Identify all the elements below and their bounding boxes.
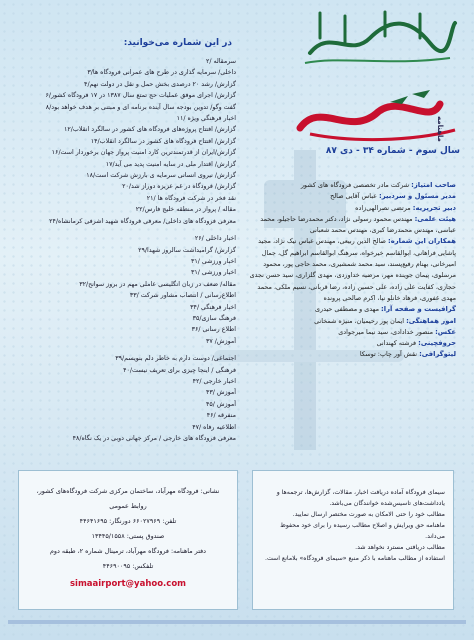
credit-value: منصور خدادادی، سید نیما میرجوادی — [338, 327, 434, 336]
toc-item: اخبار ورزشی /۳۱ — [190, 257, 236, 265]
contact-line: نشانی: فرودگاه مهرآباد، ساختمان مرکزی شرکت فرودگاه‌های کشور، — [36, 487, 220, 495]
credit-value: مهدی و مصطفی حیدری — [315, 305, 379, 314]
credit-label: حروفچینی: — [418, 339, 456, 348]
credit-value: عباس آقایی صالح — [330, 192, 377, 201]
toc-item: اجتماعی/ دوست دارم به خاطر دلم بنویسم/۳۹ — [115, 355, 236, 363]
toc-item: مقاله/ ضعف در زبان انگلیسی عاملی مهم در بروز سوانح/۳۲ — [79, 280, 236, 288]
credit-label: مدیر مسئول و سردبیر: — [379, 192, 456, 201]
toc-item: آموزش /۴۵ — [206, 400, 236, 408]
credit-value: ایمان پور رحیمیان، منیژه شمخانی — [314, 316, 405, 325]
toc-item: اخبار داخلی /۲۶ — [194, 235, 236, 243]
toc-item: گزارش/ اقتدار ملی در سایه امنیت پدید می آید/۱۷ — [105, 160, 236, 168]
toc-item: اخبار فرهنگی ویژه /۱۱ — [176, 115, 236, 123]
contact-line: روابط عمومی — [109, 502, 147, 510]
notice-line: ماهنامه حق ویرایش و اصلاح مطالب رسیده را برای خود محفوظ می‌داند. — [280, 522, 445, 540]
toc-item: اطلاع‌رسانی / انتصاب مشاور شرکت /۳۳ — [129, 292, 236, 300]
toc-item: گزارش/ایران از قدرتمندترین کارد امنیت پرواز جهان برخوردار است/۱۶ — [51, 149, 236, 157]
toc-item: گزارش/ گرامیداشت سالروز شهدا/۲۹ — [138, 246, 236, 254]
footer-rule — [8, 620, 466, 624]
notice-line: مطالب دریافتی مسترد نخواهد شد. — [355, 544, 445, 551]
notice-line: سیمای فرودگاه آماده دریافت اخبار، مقالات، گزارش‌ها، ترجمه‌ها و یادداشت‌های تاسیس‌شده خوانندگان می‌باشد. — [276, 489, 445, 507]
toc-item: فرهنگ سازی/۳۵ — [192, 314, 236, 322]
credit-value: نقش آور چاپ: توسکا — [359, 350, 418, 359]
notice-line: استفاده از مطالب ماهنامه با ذکر منبع «سیمای فرودگاه» بلامانع است. — [265, 555, 445, 562]
toc-item: مقاله / پرواز در منطقه خلیج فارس/۲۲ — [135, 206, 236, 214]
contact-line: تلفکس: ۴۴۶۹۰۰۹۵ — [102, 562, 154, 570]
toc-item: گزارش/ اجرای موفق عملیات حج تمتع سال ۱۳۸۷ در ۱۷ فرودگاه کشور/۶ — [45, 92, 236, 100]
credit-value: شرکت مادر تخصصی فرودگاه های کشور — [300, 181, 410, 189]
credit-row — [242, 304, 456, 315]
credit-value: مهندس محمود رسولی نژاد، دکتر محمدرضا حاجیلو، محمد عباسی، مهندس محمدرضا کبری، مهندس محمد شعبانی — [260, 214, 456, 235]
contact-line: دفتر ماهنامه: فرودگاه مهرآباد، ترمینال شماره ۲، طبقه دوم — [49, 547, 207, 555]
toc-item: سرمقاله /۲ — [205, 58, 236, 65]
credit-label: دبیر تحریریه: — [412, 203, 456, 212]
toc-item: گفت وگو/ تدوین بودجه سال آینده برنامه ای و مبتنی بر هدف خواهد بود/۸ — [45, 103, 236, 111]
toc-item: آموزش/ ۳۷ — [206, 337, 236, 345]
monthly-label: ماهنامه — [436, 116, 444, 142]
toc-item: گزارش/ افتتاح فرودگاه های کشور در سالگرد انقلاب/۱۴ — [90, 137, 236, 145]
credit-label: گرافیست و صفحه آرا: — [381, 305, 456, 314]
toc-list — [8, 56, 236, 444]
toc-item: اخبار فرهنگی /۳۴ — [190, 303, 236, 311]
toc-item: اطلاعیه رفاه /۴۷ — [192, 423, 236, 431]
credit-row — [242, 327, 456, 338]
toc-item: نقد فخر در شرکت فرودگاه ها /۲۱ — [146, 194, 236, 202]
toc-item: معرفی فرودگاه های داخلی/ معرفی فرودگاه شهید اشرفی کرمانشاه/۲۴ — [49, 217, 236, 225]
credit-label: همکاران این شماره: — [388, 237, 456, 246]
credits-panel — [242, 180, 456, 438]
credit-row — [242, 214, 456, 237]
toc-item: گزارش/ رشد ۲۰ درصدی بخش حمل و نقل در دولت نهم/۴ — [84, 80, 236, 88]
toc-item: منفرقه /۴۶ — [206, 412, 236, 420]
toc-item: گزارش/ نیروی انسانی سرمایه ی بارزش شرکت است/۱۸ — [86, 172, 236, 180]
credit-value: صالح الدین ربیعی، مهندس عباس نیک نژاد، مجید پاشایی فراهانی، ابوالقاسم خیرخواه، سرهنگ ابوالقاسم ابراهیم گل، جمال امیرخانی، بهنام رفیع‌پسند، سید محمد شمشیری، محمد حاجی پور، محمود مرسلوی، پیمان جوینده مهر، مرضیه خداوردی، مهدی گلزاری، سید حسن نجدی حجازی، کفایت علی زاده، علی حسین زاده، رضا قربانی، نسیم ملکی، محمد مهدی غفوری، فرهاد خانلو نیا، اکرم صالحی پرونده — [249, 237, 456, 302]
notice-line: مطالب خود را حتی الامکان به صورت مختصر ارسال نمایید. — [292, 511, 445, 518]
toc-item: داخلی/ سرمایه گذاری در طرح های عمرانی فرودگاه ها/۳ — [87, 69, 236, 77]
toc-item: گزارش/ فرودگاه در غم عزیزه دوراز شد/۲۰ — [122, 183, 236, 191]
toc-title: در این شماره می‌خوانید: — [123, 38, 232, 48]
credit-row — [242, 316, 456, 327]
credit-value: فرشته کهندانی — [376, 339, 417, 348]
contact-line: تلفن: ۶۶۰۲۷۹۶۹ دورنگار: ۴۴۶۴۱۶۹۵ — [79, 517, 177, 525]
credit-label: عکس: — [435, 327, 456, 336]
editorial-notice-box — [252, 470, 454, 610]
credit-value: مرتضی نصرالهی‌زاده — [355, 203, 411, 212]
toc-item: آموزش /۴۳ — [206, 389, 236, 397]
credit-row — [242, 203, 456, 214]
toc-item: اطلاع رسانی /۳۶ — [191, 326, 236, 334]
credit-row — [242, 191, 456, 202]
toc-item: معرفی فرودگاه های خارجی / مرکز جهانی دوبی در یک نگاه/۴۸ — [72, 435, 236, 442]
credit-label: هیئت علمی: — [414, 214, 456, 223]
issue-info: سال سوم - شماره ۳۴ - دی ۸۷ — [325, 146, 460, 156]
toc-item: فرهنگی / اینجا چیزی برای تعریف نیست/۴۰ — [123, 366, 236, 374]
basmala-calligraphy — [300, 8, 460, 68]
toc-item: گزارش/ افتتاح پروژه‌های فرودگاه های کشور در سالگرد انقلاب/۱۲ — [64, 126, 236, 134]
email-link[interactable]: simaairport@yahoo.com — [69, 579, 187, 589]
credit-label: امور هماهنگی: — [406, 316, 456, 325]
credit-row — [242, 338, 456, 349]
contact-line: صندوق پستی: ۱۳۴۴۵/۱۵۵۸ — [91, 532, 165, 540]
credit-label: لیتوگرافی: — [419, 350, 456, 359]
credit-label: صاحب امتیاز: — [411, 181, 456, 189]
table-of-contents — [8, 38, 236, 444]
credit-row — [242, 180, 456, 191]
credit-row — [242, 236, 456, 304]
toc-item: اخبار ورزشی /۳۱ — [190, 269, 236, 277]
toc-item: اخبار خارجی /۴۲ — [192, 377, 236, 385]
contact-box — [18, 470, 238, 610]
credit-row — [242, 349, 456, 360]
